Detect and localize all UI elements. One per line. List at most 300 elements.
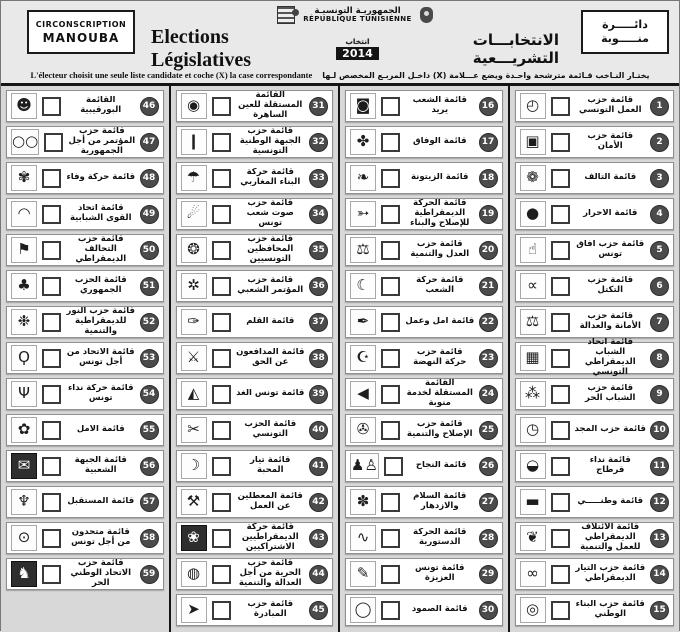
- ballot-row: [6, 342, 164, 374]
- ballot-row: [515, 338, 675, 377]
- ballot-row: [345, 162, 503, 194]
- elephant-circle-icon: ◒: [520, 453, 546, 479]
- list-number-badge: 34: [309, 205, 328, 224]
- bird-emblem-icon: ∿: [350, 525, 376, 551]
- ballot-row: [6, 198, 164, 230]
- list-name: قائمة الحزب التونسي: [244, 420, 297, 439]
- tunisia-emblem-icon: [420, 7, 433, 23]
- satellite-dish-icon: ☄: [181, 201, 207, 227]
- ballot-row: [345, 414, 503, 446]
- vote-checkbox[interactable]: [551, 601, 570, 620]
- ballot-row: [6, 234, 164, 266]
- vote-checkbox[interactable]: [381, 205, 400, 224]
- circonscription-value: MANOUBA: [42, 30, 120, 45]
- list-number-badge: 10: [650, 421, 669, 440]
- list-name: قائمة الصمود: [411, 605, 468, 615]
- vote-checkbox[interactable]: [381, 529, 400, 548]
- list-number-badge: 17: [479, 133, 498, 152]
- vote-checkbox[interactable]: [42, 493, 61, 512]
- title-french: Elections Législatives: [151, 26, 251, 71]
- list-name: قائمة الجبهة الشعبية: [74, 456, 127, 475]
- ballot-header: [1, 1, 679, 86]
- fencer-icon: ⚔: [181, 345, 207, 371]
- ballot-row: [515, 414, 675, 446]
- list-name: قائمة الائتلاف الديمقراطي للعمل والتنمية: [580, 523, 641, 552]
- ballot-row: [345, 234, 503, 266]
- faint-tree-icon: ⁂: [520, 381, 546, 407]
- list-number-badge: 46: [140, 97, 159, 116]
- cactus-icon: ♆: [11, 489, 37, 515]
- ballot-row: [345, 450, 503, 482]
- list-name: قائمة الحركة الديمقراطية للإصلاح والبناء: [410, 199, 470, 228]
- vote-checkbox[interactable]: [212, 601, 231, 620]
- list-number-badge: 5: [650, 241, 669, 260]
- dark-globe-icon: ●: [520, 201, 546, 227]
- pen-circle-icon: ✑: [181, 309, 207, 335]
- list-name: قائمة تونس الغد: [236, 389, 305, 399]
- workers-scene-icon: ⚒: [181, 489, 207, 515]
- list-number-badge: 21: [479, 277, 498, 296]
- list-name: قائمة حزب آفاق تونس: [576, 240, 645, 259]
- vote-checkbox[interactable]: [42, 241, 61, 260]
- list-number-badge: 28: [479, 529, 498, 548]
- district-line2: منـــــوبة: [601, 32, 649, 45]
- flower-icon: ✿: [11, 417, 37, 443]
- vote-checkbox[interactable]: [42, 529, 61, 548]
- ballot-row: [6, 378, 164, 410]
- bourguiba-portrait-icon: ☻: [11, 93, 37, 119]
- list-number-badge: 29: [479, 565, 498, 584]
- ballot-column-46-59: [1, 86, 171, 632]
- popular-front-emblem-icon: ✉: [11, 453, 37, 479]
- ballot-row: [515, 234, 675, 266]
- district-line1: دائـــــرة: [602, 17, 648, 31]
- badge-year: 2014: [336, 47, 379, 60]
- list-number-badge: 54: [140, 385, 159, 404]
- wafa-logo-icon: ✾: [11, 165, 37, 191]
- isie-logo: [277, 6, 295, 24]
- list-name: قائمة الوفاق: [412, 137, 467, 147]
- ballot-row: [6, 306, 164, 338]
- ballot-row: [515, 270, 675, 302]
- badge-label-arabic: انتخاب: [345, 37, 370, 47]
- stick-figures-icon: ✲: [181, 273, 207, 299]
- ballot-row: [176, 234, 334, 266]
- list-number-badge: 38: [309, 349, 328, 368]
- ballot-column-31-45: [171, 86, 341, 632]
- ballot-row: [515, 558, 675, 590]
- list-name: قائمة حركة الشعب: [416, 276, 464, 295]
- vote-checkbox[interactable]: [381, 493, 400, 512]
- ring-icon: ◯: [350, 597, 376, 623]
- list-number-badge: 47: [140, 133, 159, 152]
- list-name: قائمة حزب الشباب الحر: [585, 384, 636, 403]
- list-number-badge: 22: [479, 313, 498, 332]
- alarm-clock-icon: ◷: [520, 417, 546, 443]
- list-number-badge: 50: [140, 241, 159, 260]
- mosaic-squares-icon: ▦: [520, 345, 546, 371]
- ballot-row: [6, 558, 164, 590]
- vote-checkbox[interactable]: [551, 277, 570, 296]
- list-number-badge: 57: [140, 493, 159, 512]
- list-number-badge: 42: [309, 493, 328, 512]
- list-name: قائمة تيار المحبة: [249, 456, 291, 475]
- vote-checkbox[interactable]: [551, 97, 570, 116]
- list-number-badge: 9: [650, 385, 669, 404]
- vote-checkbox[interactable]: [212, 241, 231, 260]
- list-number-badge: 20: [479, 241, 498, 260]
- list-number-badge: 18: [479, 169, 498, 188]
- vote-checkbox[interactable]: [381, 385, 400, 404]
- vote-checkbox[interactable]: [551, 349, 570, 368]
- alliance-flag-icon: ⚑: [11, 237, 37, 263]
- list-number-badge: 16: [479, 97, 498, 116]
- ballot-column-16-30: [340, 86, 510, 632]
- triskelion-icon: ✤: [350, 129, 376, 155]
- district-box: [581, 10, 669, 54]
- clock-face-icon: ◴: [520, 93, 546, 119]
- ballot-row: [345, 342, 503, 374]
- list-number-badge: 27: [479, 493, 498, 512]
- list-number-badge: 1: [650, 97, 669, 116]
- vote-checkbox[interactable]: [381, 349, 400, 368]
- election-2014-badge: [336, 38, 379, 60]
- ballot-row: [515, 450, 675, 482]
- ballot-row: [515, 378, 675, 410]
- ballot-row: [345, 126, 503, 158]
- ballot-row: [515, 198, 675, 230]
- vote-checkbox[interactable]: [551, 133, 570, 152]
- ballot-row: [176, 378, 334, 410]
- vote-checkbox[interactable]: [42, 421, 61, 440]
- fish-icon: ∝: [520, 273, 546, 299]
- list-name: القائمة المستقلة لخدمة منوبة: [406, 379, 473, 408]
- list-number-badge: 39: [309, 385, 328, 404]
- ballot-row: [345, 270, 503, 302]
- lamp-circle-icon: ❉: [11, 309, 37, 335]
- vote-checkbox[interactable]: [42, 349, 61, 368]
- crescent-icon: ☾: [350, 273, 376, 299]
- vote-checkbox[interactable]: [42, 457, 61, 476]
- ballot-row: [515, 90, 675, 122]
- ballot-row: [515, 126, 675, 158]
- title-arabic: الانتخابـــات التشريـــعية: [472, 31, 559, 67]
- vote-checkbox[interactable]: [212, 133, 231, 152]
- list-name: قائمة الشعب يريد: [412, 96, 467, 115]
- list-name: قائمة متحدون من أجل تونس: [71, 528, 131, 547]
- ballot-row: [6, 162, 164, 194]
- framed-square-logo-icon: ▣: [520, 129, 546, 155]
- republican-tree-icon: ♣: [11, 273, 37, 299]
- list-number-badge: 48: [140, 169, 159, 188]
- republic-name-french: RÉPUBLIQUE TUNISIENNE: [303, 14, 412, 23]
- vote-checkbox[interactable]: [384, 457, 403, 476]
- list-number-badge: 35: [309, 241, 328, 260]
- list-name: قائمة حزب الأمان: [587, 132, 634, 151]
- vote-checkbox[interactable]: [212, 565, 231, 584]
- eagle-head-icon: ➤: [181, 597, 207, 623]
- list-name: قائمة حزب المؤتمر من أجل الجمهورية: [68, 127, 136, 156]
- ballot-row: [6, 126, 164, 158]
- light-bulb-icon: Ϙ: [11, 345, 37, 371]
- list-name: قائمة نداء قرطاج: [589, 456, 631, 475]
- hat-icon: ◠: [11, 201, 37, 227]
- vote-checkbox[interactable]: [212, 97, 231, 116]
- list-name: قائمة حزب العمل التونسي: [579, 96, 642, 115]
- list-name: قائمة حزب النور للديمقراطية والتنمية: [66, 307, 135, 336]
- vote-checkbox[interactable]: [212, 277, 231, 296]
- instruction-french: L'électeur choisit une seule liste candidate et coche (X) la case correspondante: [30, 70, 313, 80]
- dark-emblem-icon: ◙: [350, 93, 376, 119]
- list-number-badge: 51: [140, 277, 159, 296]
- vote-checkbox[interactable]: [212, 313, 231, 332]
- list-number-badge: 6: [650, 277, 669, 296]
- vote-checkbox[interactable]: [42, 205, 61, 224]
- list-name: قائمة حركة وفاء: [66, 173, 136, 183]
- circonscription-label: CIRCONSCRIPTION: [35, 19, 127, 29]
- republic-name-arabic: الجمهوريـة التونسيـة: [314, 5, 401, 16]
- falcon-square-icon: ♞: [11, 561, 37, 587]
- dove-wreath-icon: ✽: [350, 489, 376, 515]
- ballot-row: [176, 306, 334, 338]
- laurel-emblem-icon: ❂: [181, 237, 207, 263]
- list-number-badge: 4: [650, 205, 669, 224]
- ballot-row: [515, 306, 675, 338]
- list-name: قائمة التآلف: [584, 173, 637, 183]
- list-name: قائمة حزب التيار الديمقراطي: [575, 564, 646, 583]
- vote-checkbox[interactable]: [212, 457, 231, 476]
- instruction-line: [1, 70, 679, 80]
- quill-bird-icon: ✒: [350, 309, 376, 335]
- list-number-badge: 56: [140, 457, 159, 476]
- list-number-badge: 30: [479, 601, 498, 620]
- list-name: قائمة حزب صوت شعب تونس: [246, 199, 294, 228]
- vote-checkbox[interactable]: [212, 493, 231, 512]
- list-name: قائمة السلام والازدهار: [413, 492, 467, 511]
- list-number-badge: 33: [309, 169, 328, 188]
- vote-checkbox[interactable]: [381, 133, 400, 152]
- vote-checkbox[interactable]: [212, 529, 231, 548]
- ballot-row: [345, 198, 503, 230]
- umbrella-icon: ☂: [181, 165, 207, 191]
- ballot-row: [515, 486, 675, 518]
- ballot-row: [515, 162, 675, 194]
- list-number-badge: 24: [479, 385, 498, 404]
- list-name: قائمة الحزب الجمهوري: [74, 276, 127, 295]
- ballot-row: [176, 162, 334, 194]
- list-name: قائمة أمل وعمل: [405, 317, 475, 327]
- list-name: قائمة حركة الديمقراطيين الاشتراكيين: [241, 523, 299, 552]
- swirl-flower-icon: ❁: [520, 165, 546, 191]
- vote-checkbox[interactable]: [551, 493, 570, 512]
- vote-checkbox[interactable]: [551, 529, 570, 548]
- ballot-row: [176, 486, 334, 518]
- list-name: قائمة حزب الحرية من أجل العدالة والتنمية: [238, 559, 302, 588]
- vote-checkbox[interactable]: [551, 457, 570, 476]
- ballot-row: [345, 378, 503, 410]
- eyeglasses-icon: ○○: [11, 129, 39, 155]
- vote-checkbox[interactable]: [212, 421, 231, 440]
- key-icon: ✇: [350, 417, 376, 443]
- list-number-badge: 59: [140, 565, 159, 584]
- vote-checkbox[interactable]: [551, 385, 570, 404]
- vote-checkbox[interactable]: [381, 241, 400, 260]
- vote-checkbox[interactable]: [42, 169, 61, 188]
- ballot-row: [345, 90, 503, 122]
- vote-checkbox[interactable]: [212, 169, 231, 188]
- list-name: قائمة المدافعون عن الحق: [236, 348, 305, 367]
- list-name: قائمة المعطلين عن العمل: [237, 492, 303, 511]
- dove-square-icon: ❀: [181, 525, 207, 551]
- list-number-badge: 7: [650, 313, 669, 332]
- list-name: القائمة البورقيبية: [80, 96, 122, 115]
- vote-checkbox[interactable]: [551, 565, 570, 584]
- instruction-arabic: يختـار النـاخب قـائمة مترشحة واحـدة ويضع عـــلامة (X) داخـل المربـع المخصص لـها: [322, 70, 650, 80]
- vote-checkbox[interactable]: [42, 313, 61, 332]
- list-number-badge: 2: [650, 133, 669, 152]
- vote-checkbox[interactable]: [381, 601, 400, 620]
- ballot-row: [176, 270, 334, 302]
- list-name: قائمة الزيتونة: [411, 173, 469, 183]
- family-figures-icon: ♙♟: [350, 453, 379, 479]
- eye-icon: ⊙: [11, 525, 37, 551]
- list-number-badge: 26: [479, 457, 498, 476]
- pen-icon: ✎: [350, 561, 376, 587]
- circular-logo-icon: ◍: [181, 561, 207, 587]
- ballot-row: [6, 450, 164, 482]
- list-name: قائمة اتحاد القوى الشبابية: [69, 204, 132, 223]
- list-number-badge: 13: [650, 529, 669, 548]
- list-number-badge: 23: [479, 349, 498, 368]
- ballot-column-1-15: [510, 86, 680, 632]
- vote-checkbox[interactable]: [551, 313, 570, 332]
- ballot-row: [345, 558, 503, 590]
- list-name: قائمة المستقبل: [67, 497, 135, 507]
- vote-checkbox[interactable]: [381, 313, 400, 332]
- list-number-badge: 11: [650, 457, 669, 476]
- ballot-row: [515, 594, 675, 626]
- list-name: قائمة الأمل: [76, 425, 125, 435]
- vote-checkbox[interactable]: [381, 169, 400, 188]
- vote-checkbox[interactable]: [551, 241, 570, 260]
- vote-checkbox[interactable]: [551, 421, 570, 440]
- list-number-badge: 25: [479, 421, 498, 440]
- list-name: قائمة حزب المبادرة: [247, 600, 294, 619]
- maple-leaf-icon: ❦: [520, 525, 546, 551]
- list-name: قائمة حزب التكتل: [587, 276, 634, 295]
- list-name: قائمة حزب حركة النهضة: [413, 348, 467, 367]
- dark-oval-icon: ▬: [520, 489, 546, 515]
- vote-checkbox[interactable]: [42, 277, 61, 296]
- vote-checkbox[interactable]: [212, 349, 231, 368]
- list-name: قائمة حزب الإصلاح والتنمية: [406, 420, 473, 439]
- vote-checkbox[interactable]: [42, 97, 61, 116]
- minaret-icon: ❙: [181, 129, 207, 155]
- list-name: قائمة الحركة الدستورية: [413, 528, 467, 547]
- list-number-badge: 45: [309, 601, 328, 620]
- crescent-figure-icon: ☽: [181, 453, 207, 479]
- vote-checkbox[interactable]: [551, 169, 570, 188]
- list-name: قائمة حزب البناء الوطني: [575, 600, 645, 619]
- ballot-row: [515, 522, 675, 554]
- bicycle-icon: ∞: [520, 561, 546, 587]
- vote-checkbox[interactable]: [551, 205, 570, 224]
- list-name: قائمة حزب المؤتمر الشعبي: [237, 276, 304, 295]
- list-number-badge: 49: [140, 205, 159, 224]
- scales-book-icon: ⚖: [520, 309, 546, 335]
- list-number-badge: 12: [650, 493, 669, 512]
- header-center: [151, 3, 559, 72]
- vote-checkbox[interactable]: [44, 133, 63, 152]
- palm-crescent-icon: Ψ: [11, 381, 37, 407]
- vote-checkbox[interactable]: [381, 277, 400, 296]
- ballot-lists: [1, 86, 679, 632]
- list-number-badge: 19: [479, 205, 498, 224]
- list-number-badge: 3: [650, 169, 669, 188]
- list-name: قائمة القلم: [246, 317, 295, 327]
- list-name: قائمة اتحاد الشباب الديمقراطي التونسي: [584, 338, 636, 377]
- vote-checkbox[interactable]: [381, 565, 400, 584]
- list-number-badge: 58: [140, 529, 159, 548]
- vote-checkbox[interactable]: [212, 205, 231, 224]
- vote-checkbox[interactable]: [42, 565, 61, 584]
- list-number-badge: 44: [309, 565, 328, 584]
- list-number-badge: 15: [650, 601, 669, 620]
- ballot-row: [176, 414, 334, 446]
- list-number-badge: 32: [309, 133, 328, 152]
- list-number-badge: 8: [650, 349, 669, 368]
- person-circle-icon: ◎: [520, 597, 546, 623]
- list-name: قائمة حركة نداء تونس: [67, 384, 134, 403]
- list-name: قائمة حزب الجبهة الوطنية التونسية: [239, 127, 301, 156]
- ballot-row: [345, 522, 503, 554]
- list-number-badge: 14: [650, 565, 669, 584]
- list-name: قائمة وطنـــــي: [577, 497, 644, 507]
- ballot-row: [176, 126, 334, 158]
- vote-checkbox[interactable]: [381, 421, 400, 440]
- ballot-row: [176, 450, 334, 482]
- ballot-row: [176, 594, 334, 626]
- circonscription-box: [27, 10, 135, 54]
- ballot-row: [6, 486, 164, 518]
- list-name: قائمة حزب العدل والتنمية: [410, 240, 470, 259]
- ballot-row: [6, 522, 164, 554]
- list-name: قائمة الأحرار: [583, 209, 638, 219]
- list-name: قائمة حركة البناء المغاربي: [240, 168, 301, 187]
- list-name: قائمة الاتحاد من أجل تونس: [66, 348, 135, 367]
- list-name: قائمة حزب الاتحاد الوطني الحر: [70, 559, 132, 588]
- sailboat-icon: ◭: [181, 381, 207, 407]
- list-number-badge: 41: [309, 457, 328, 476]
- list-name: القائمة المستقلة للعين الساهرة: [238, 91, 303, 120]
- gazelle-icon: ➳: [350, 201, 376, 227]
- ballot-row: [176, 198, 334, 230]
- vote-checkbox[interactable]: [381, 97, 400, 116]
- ballot-row: [345, 486, 503, 518]
- list-number-badge: 40: [309, 421, 328, 440]
- vote-checkbox[interactable]: [212, 385, 231, 404]
- ballot-row: [176, 342, 334, 374]
- list-name: قائمة حزب المحافظين التونسيين: [247, 235, 294, 264]
- list-name: قائمة حزب المجد: [574, 425, 646, 435]
- ballot-row: [345, 594, 503, 626]
- list-name: قائمة حزب الأمانة والعدالة: [579, 312, 641, 331]
- list-name: قائمة حزب التحالف الديمقراطي: [75, 235, 127, 264]
- list-number-badge: 36: [309, 277, 328, 296]
- list-number-badge: 55: [140, 421, 159, 440]
- ballot-row: [176, 522, 334, 554]
- vote-checkbox[interactable]: [42, 385, 61, 404]
